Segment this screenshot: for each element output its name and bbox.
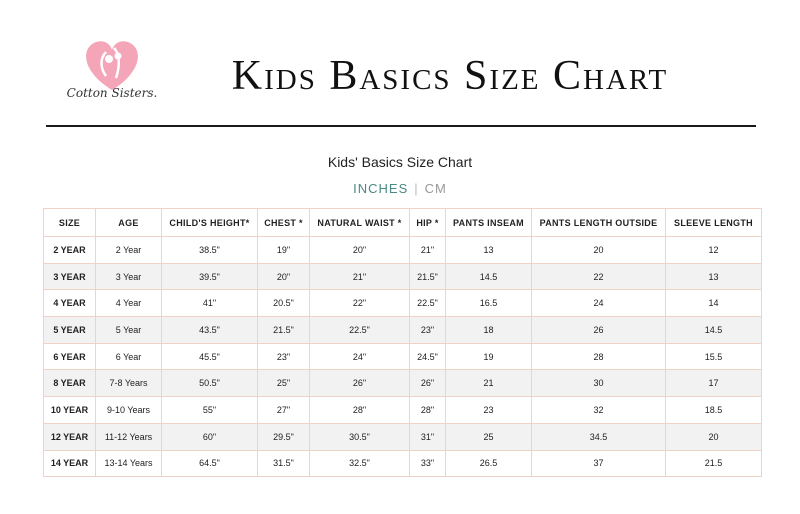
table-row [44,397,762,424]
table-cell: 38.5" [162,237,258,264]
column-header: CHEST * [258,209,310,237]
table-cell: 18.5 [666,397,762,424]
table-cell: 26 [532,317,666,344]
table-cell: 21 [446,370,532,397]
table-cell: 8 YEAR [44,370,96,397]
table-cell: 11-12 Years [96,423,162,450]
table-cell: 20" [310,237,410,264]
table-cell: 13-14 Years [96,450,162,477]
table-cell: 21.5" [258,317,310,344]
table-cell: 3 YEAR [44,263,96,290]
table-cell: 16.5 [446,290,532,317]
table-cell: 45.5" [162,343,258,370]
table-cell: 29.5" [258,423,310,450]
unit-separator: | [414,181,419,196]
table-cell: 34.5 [532,423,666,450]
table-cell: 5 YEAR [44,317,96,344]
table-cell: 20" [258,263,310,290]
table-row [44,263,762,290]
unit-cm-tab[interactable]: CM [424,181,447,196]
table-cell: 22 [532,263,666,290]
table-cell: 5 Year [96,317,162,344]
table-cell: 50.5" [162,370,258,397]
table-cell: 23" [258,343,310,370]
column-header: NATURAL WAIST * [310,209,410,237]
table-cell: 22.5" [410,290,446,317]
table-cell: 22.5" [310,317,410,344]
chart-subtitle: Kids' Basics Size Chart [327,154,473,170]
table-row [44,423,762,450]
table-cell: 18 [446,317,532,344]
table-cell: 4 YEAR [44,290,96,317]
table-cell: 30 [532,370,666,397]
table-cell: 22" [310,290,410,317]
table-cell: 15.5 [666,343,762,370]
table-body [44,237,762,477]
table-row [44,317,762,344]
table-cell: 13 [666,263,762,290]
table-cell: 17 [666,370,762,397]
table-cell: 55" [162,397,258,424]
title-divider [46,125,756,127]
table-cell: 19 [446,343,532,370]
size-table [43,208,762,477]
table-cell: 27" [258,397,310,424]
table-row [44,237,762,264]
table-header-row [44,209,762,237]
table-cell: 6 YEAR [44,343,96,370]
table-cell: 4 Year [96,290,162,317]
column-header: SIZE [44,209,96,237]
heart-logo-icon [62,32,162,112]
table-cell: 37 [532,450,666,477]
table-cell: 26" [410,370,446,397]
table-row [44,370,762,397]
table-cell: 21" [310,263,410,290]
table-cell: 24 [532,290,666,317]
table-cell: 10 YEAR [44,397,96,424]
table-cell: 31" [410,423,446,450]
table-cell: 12 [666,237,762,264]
table-cell: 64.5" [162,450,258,477]
table-cell: 2 Year [96,237,162,264]
table-cell: 19" [258,237,310,264]
table-cell: 31.5" [258,450,310,477]
page-title: Kids Basics Size Chart [231,53,669,99]
table-cell: 43.5" [162,317,258,344]
table-cell: 14 [666,290,762,317]
table-cell: 9-10 Years [96,397,162,424]
table-cell: 24.5" [410,343,446,370]
table-cell: 21.5 [666,450,762,477]
table-cell: 60" [162,423,258,450]
unit-inches-tab[interactable]: INCHES [353,181,409,196]
table-cell: 14 YEAR [44,450,96,477]
table-cell: 25" [258,370,310,397]
table-cell: 21" [410,237,446,264]
table-cell: 6 Year [96,343,162,370]
table-cell: 32 [532,397,666,424]
table-cell: 28" [410,397,446,424]
table-row [44,290,762,317]
table-cell: 3 Year [96,263,162,290]
table-cell: 21.5" [410,263,446,290]
column-header: HIP * [410,209,446,237]
table-cell: 28" [310,397,410,424]
table-row [44,450,762,477]
table-cell: 25 [446,423,532,450]
table-cell: 23" [410,317,446,344]
column-header: PANTS LENGTH OUTSIDE [532,209,666,237]
table-cell: 26.5 [446,450,532,477]
table-cell: 41" [162,290,258,317]
table-cell: 26" [310,370,410,397]
table-cell: 33" [410,450,446,477]
table-cell: 20 [666,423,762,450]
table-row [44,343,762,370]
table-cell: 23 [446,397,532,424]
unit-toggle [0,181,800,196]
table-cell: 13 [446,237,532,264]
table-cell: 14.5 [666,317,762,344]
table-cell: 20.5" [258,290,310,317]
table-cell: 32.5" [310,450,410,477]
column-header: PANTS INSEAM [446,209,532,237]
table-cell: 12 YEAR [44,423,96,450]
logo-text: Cotton Sisters. [66,86,158,100]
table-cell: 14.5 [446,263,532,290]
column-header: CHILD'S HEIGHT* [162,209,258,237]
table-cell: 7-8 Years [96,370,162,397]
table-cell: 2 YEAR [44,237,96,264]
table-cell: 30.5" [310,423,410,450]
table-cell: 28 [532,343,666,370]
cotton-sisters-logo [62,32,162,112]
table-cell: 20 [532,237,666,264]
table-cell: 24" [310,343,410,370]
column-header: AGE [96,209,162,237]
column-header: SLEEVE LENGTH [666,209,762,237]
table-cell: 39.5" [162,263,258,290]
